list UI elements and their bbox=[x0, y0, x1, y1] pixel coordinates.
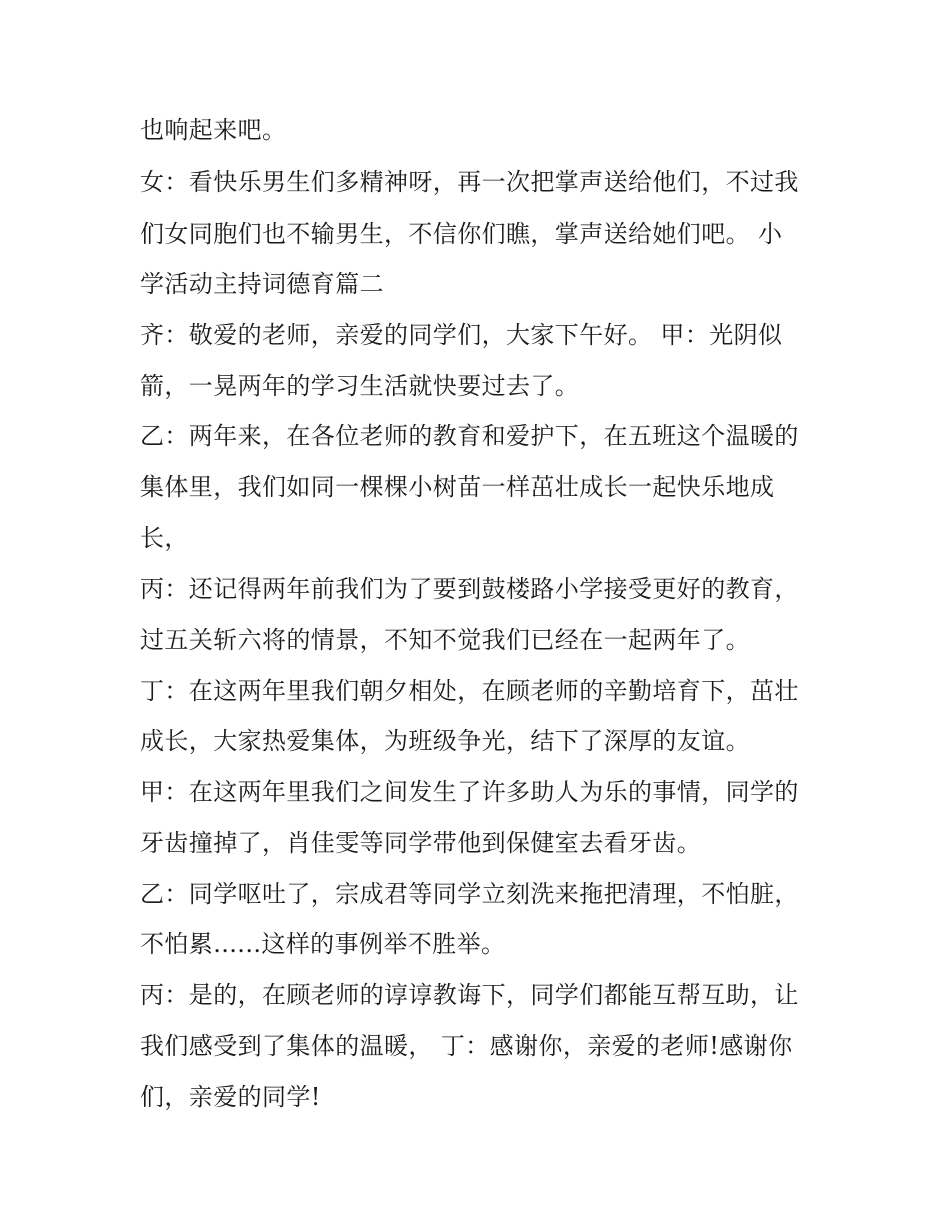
text-line: 牙齿撞掉了，肖佳雯等同学带他到保健室去看牙齿。 bbox=[140, 829, 702, 857]
text-line: 箭，一晃两年的学习生活就快要过去了。 bbox=[140, 372, 580, 400]
text-line: 丙：是的，在顾老师的谆谆教诲下，同学们都能互帮互助，让 bbox=[140, 981, 799, 1009]
text-line: 女：看快乐男生们多精神呀，再一次把掌声送给他们，不过我 bbox=[140, 168, 799, 196]
text-line: 长， bbox=[140, 524, 189, 552]
text-line: 丁：在这两年里我们朝夕相处，在顾老师的辛勤培育下，茁壮 bbox=[140, 677, 799, 705]
text-line: 集体里，我们如同一棵棵小树苗一样茁壮成长一起快乐地成 bbox=[140, 473, 775, 501]
text-line: 也响起来吧。 bbox=[140, 116, 287, 144]
text-line: 乙：同学呕吐了，宗成君等同学立刻洗来拖把清理，不怕脏， bbox=[140, 880, 799, 908]
text-line: 过五关斩六将的情景，不知不觉我们已经在一起两年了。 bbox=[140, 626, 750, 654]
text-line: 乙：两年来，在各位老师的教育和爱护下，在五班这个温暖的 bbox=[140, 422, 799, 450]
text-line: 甲：在这两年里我们之间发生了许多助人为乐的事情，同学的 bbox=[140, 778, 799, 806]
text-line: 们，亲爱的同学! bbox=[140, 1083, 321, 1111]
text-line: 齐：敬爱的老师，亲爱的同学们，大家下午好。 甲：光阴似 bbox=[140, 321, 783, 349]
text-line: 我们感受到了集体的温暖， 丁：感谢你，亲爱的老师!感谢你 bbox=[140, 1032, 793, 1060]
text-line: 不怕累......这样的事例举不胜举。 bbox=[140, 930, 506, 958]
text-line: 成长，大家热爱集体，为班级争光，结下了深厚的友谊。 bbox=[140, 727, 750, 755]
text-line: 丙：还记得两年前我们为了要到鼓楼路小学接受更好的教育， bbox=[140, 575, 799, 603]
text-line: 学活动主持词德育篇二 bbox=[140, 270, 384, 298]
text-line: 们女同胞们也不输男生，不信你们瞧，掌声送给她们吧。 小 bbox=[140, 220, 783, 248]
